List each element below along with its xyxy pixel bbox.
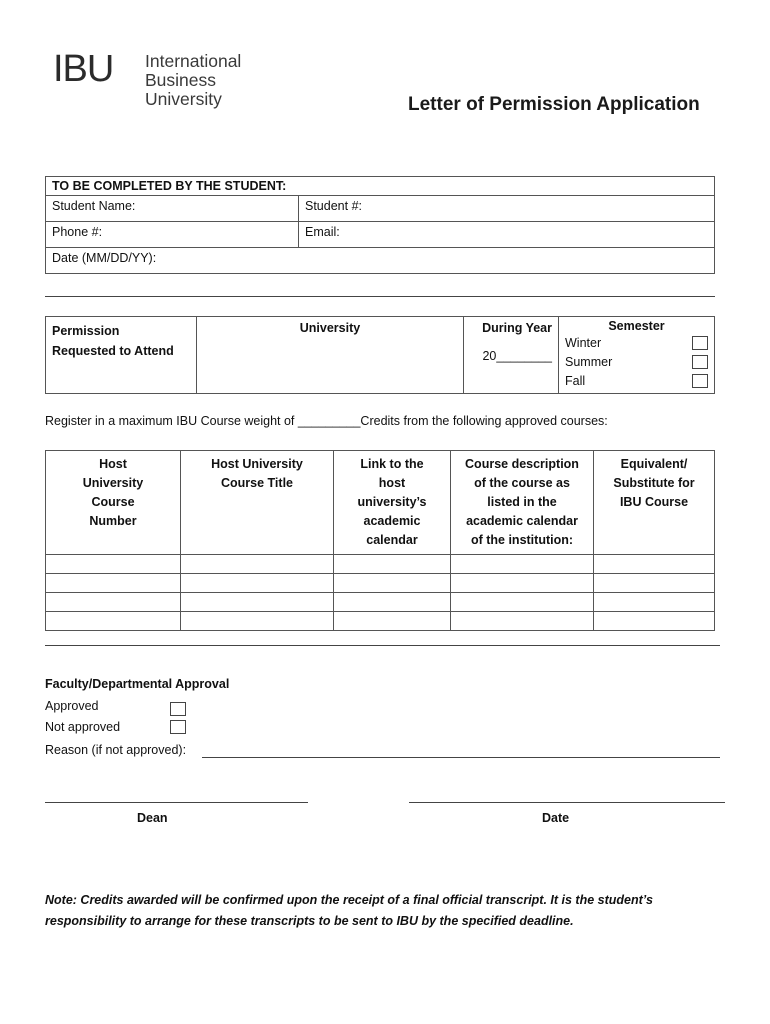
divider <box>45 296 715 297</box>
date-label: Date <box>542 811 570 825</box>
permission-label: Requested to Attend <box>52 344 174 358</box>
phone-field[interactable]: Phone #: <box>46 222 299 248</box>
header-line: Number <box>89 514 137 528</box>
reason-input-line[interactable] <box>202 757 720 758</box>
table-cell[interactable] <box>181 555 334 574</box>
transcript-note: Note: Credits awarded will be confirmed upon the receipt of a final official transcript. It is the student’s responsibility to arrange for these transcripts to be sent to IBU by the specified deadline. <box>45 893 653 928</box>
register-instruction: Register in a maximum IBU Course weight of _________Credits from the following approved courses: <box>45 414 608 428</box>
semester-option-summer[interactable] <box>565 352 708 371</box>
semester-option-label: Fall <box>565 373 586 388</box>
header-line: Course description <box>465 457 579 471</box>
header-line: of the institution: <box>470 533 574 547</box>
student-info-table <box>45 176 715 274</box>
email-field[interactable]: Email: <box>299 222 715 248</box>
table-cell[interactable] <box>594 555 715 574</box>
header-line: Substitute for <box>613 476 695 490</box>
table-row <box>46 612 715 631</box>
table-row <box>46 574 715 593</box>
winter-checkbox[interactable] <box>692 336 708 350</box>
university-label: University <box>299 321 361 335</box>
permission-label-cell <box>46 317 197 394</box>
header-line: academic <box>363 514 421 528</box>
header-line: calendar <box>366 533 418 547</box>
table-cell[interactable] <box>46 612 181 631</box>
logo-line: International <box>145 51 242 71</box>
table-row <box>46 593 715 612</box>
student-section-heading: TO BE COMPLETED BY THE STUDENT: <box>46 177 715 196</box>
header-line: University <box>82 476 144 490</box>
dean-label: Dean <box>137 811 168 825</box>
table-row <box>46 555 715 574</box>
course-table <box>45 450 715 631</box>
permission-table <box>45 316 715 394</box>
column-header <box>451 451 594 555</box>
approval-heading: Faculty/Departmental Approval <box>45 677 230 691</box>
header-line: academic calendar <box>466 514 578 528</box>
header-line: listed in the <box>487 495 557 509</box>
permission-label: Permission <box>52 324 120 338</box>
table-cell[interactable] <box>451 574 594 593</box>
table-cell[interactable] <box>594 574 715 593</box>
header-line: Course Title <box>220 476 293 490</box>
university-field[interactable] <box>197 317 464 394</box>
table-cell[interactable] <box>334 612 451 631</box>
semester-option-label: Summer <box>565 354 613 369</box>
not-approved-label: Not approved <box>45 720 121 734</box>
header-line: of the course as <box>474 476 570 490</box>
table-cell[interactable] <box>451 593 594 612</box>
header-line: host <box>378 476 406 490</box>
logo-line: University <box>145 89 222 109</box>
header-line: Link to the <box>360 457 424 471</box>
table-cell[interactable] <box>334 593 451 612</box>
during-year-field[interactable] <box>464 317 559 394</box>
table-cell[interactable] <box>451 555 594 574</box>
table-cell[interactable] <box>181 593 334 612</box>
table-cell[interactable] <box>594 593 715 612</box>
table-cell[interactable] <box>451 612 594 631</box>
table-cell[interactable] <box>181 612 334 631</box>
approved-label: Approved <box>45 699 99 713</box>
header-line: Host University <box>211 457 303 471</box>
header-line: Host <box>99 457 127 471</box>
header-line: Equivalent/ <box>620 457 688 471</box>
summer-checkbox[interactable] <box>692 355 708 369</box>
table-cell[interactable] <box>181 574 334 593</box>
divider <box>45 645 720 646</box>
semester-label: Semester <box>608 319 665 333</box>
column-header <box>594 451 715 555</box>
date-signature-line[interactable] <box>409 802 725 803</box>
logo-text <box>145 52 285 109</box>
page-title: Letter of Permission Application <box>408 94 700 115</box>
table-cell[interactable] <box>594 612 715 631</box>
header-line: IBU Course <box>619 495 689 509</box>
approved-checkbox[interactable] <box>170 702 186 716</box>
semester-option-winter[interactable] <box>565 333 708 352</box>
table-cell[interactable] <box>46 555 181 574</box>
logo-line: Business <box>145 70 217 90</box>
column-header <box>334 451 451 555</box>
year-blank: 20________ <box>482 349 552 363</box>
table-cell[interactable] <box>334 555 451 574</box>
header-line: university’s <box>357 495 427 509</box>
column-header <box>46 451 181 555</box>
column-header <box>181 451 334 555</box>
logo-mark: IBU <box>53 48 114 90</box>
reason-label: Reason (if not approved): <box>45 743 187 757</box>
table-cell[interactable] <box>46 593 181 612</box>
date-field[interactable]: Date (MM/DD/YY): <box>46 248 715 274</box>
dean-signature-line[interactable] <box>45 802 308 803</box>
not-approved-checkbox[interactable] <box>170 720 186 734</box>
fall-checkbox[interactable] <box>692 374 708 388</box>
student-name-field[interactable]: Student Name: <box>46 196 299 222</box>
semester-cell <box>559 317 715 394</box>
table-cell[interactable] <box>334 574 451 593</box>
header-line: Course <box>91 495 135 509</box>
table-cell[interactable] <box>46 574 181 593</box>
semester-option-fall[interactable] <box>565 371 708 390</box>
during-year-label: During Year <box>482 321 552 335</box>
semester-option-label: Winter <box>565 335 602 350</box>
student-number-field[interactable]: Student #: <box>299 196 715 222</box>
